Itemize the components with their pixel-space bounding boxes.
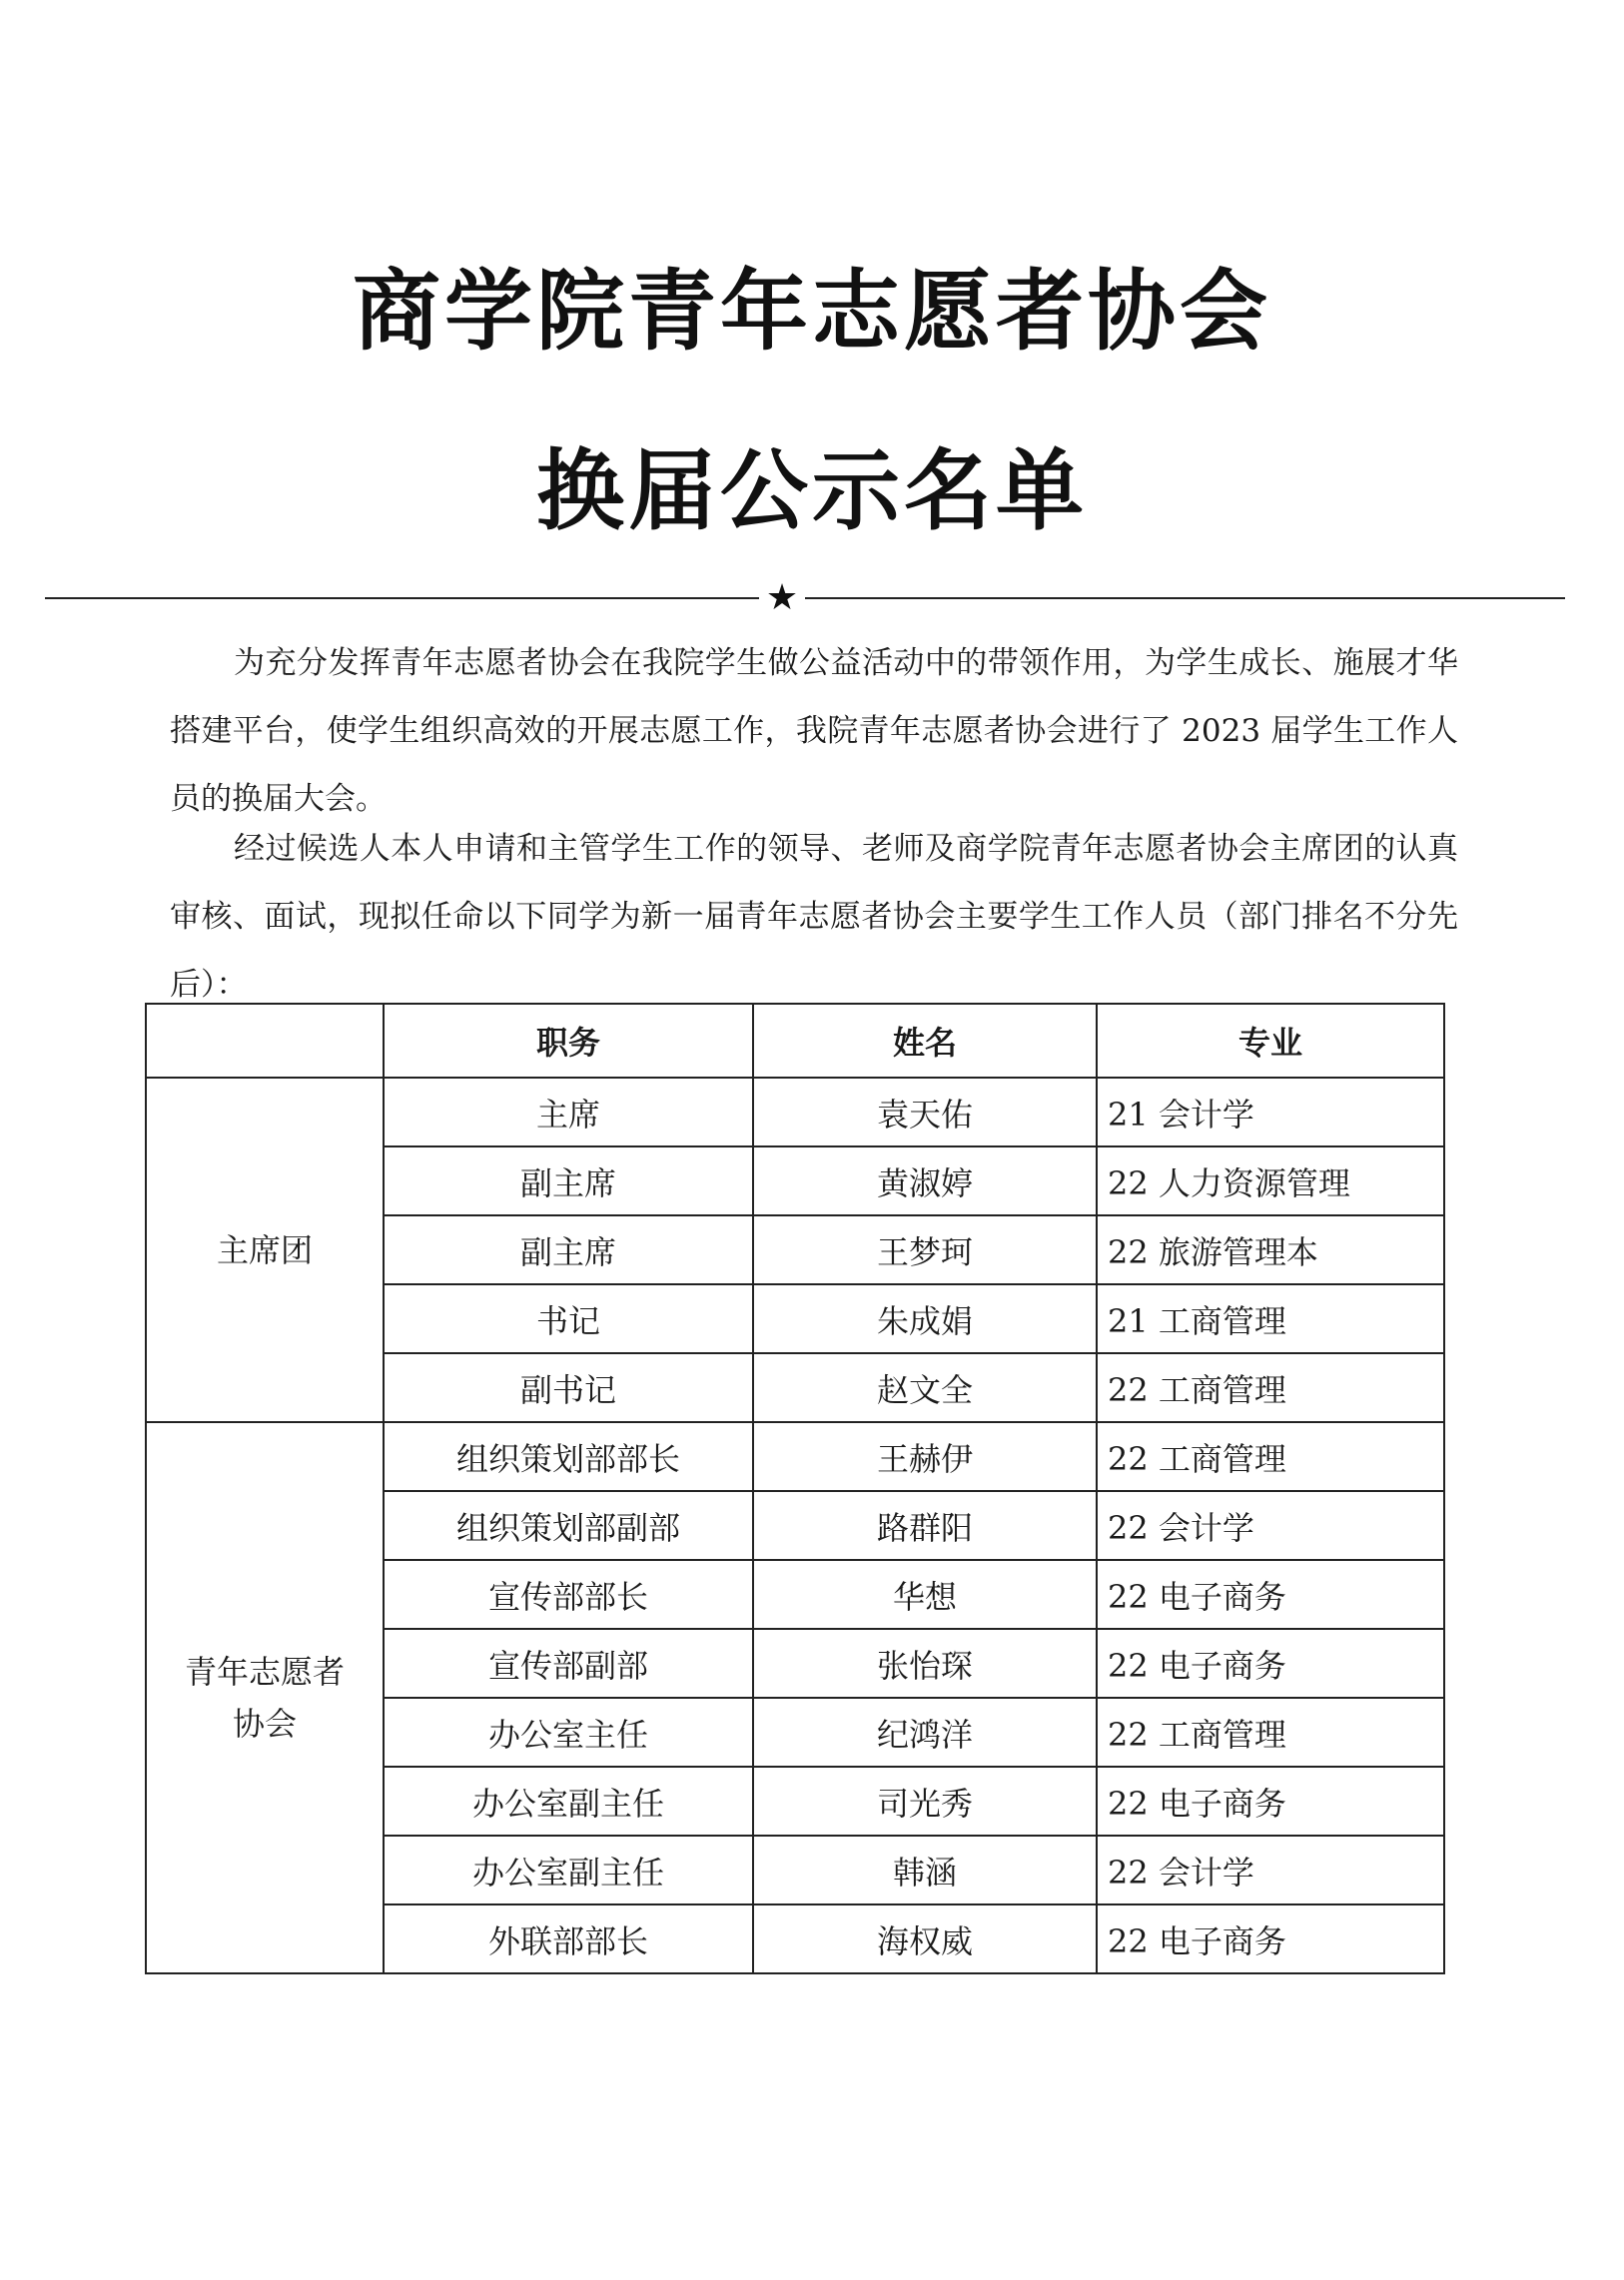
header-role: 职务 [384, 1004, 753, 1078]
name-cell: 司光秀 [753, 1767, 1097, 1836]
group-label-cell [146, 1078, 384, 1422]
name-cell: 纪鸿洋 [753, 1698, 1097, 1767]
role-cell: 办公室主任 [384, 1698, 753, 1767]
name-cell: 黄淑婷 [753, 1146, 1097, 1215]
role-cell: 外联部部长 [384, 1904, 753, 1973]
header-group [146, 1004, 384, 1078]
name-cell: 王赫伊 [753, 1422, 1097, 1491]
role-cell: 主席 [384, 1078, 753, 1146]
major-cell: 22 会计学 [1097, 1491, 1444, 1560]
intro-paragraph-2: 经过候选人本人申请和主管学生工作的领导、老师及商学院青年志愿者协会主席团的认真审核、面试，现拟任命以下同学为新一届青年志愿者协会主要学生工作人员（部门排名不分先后）： [170, 831, 1458, 1003]
major-cell: 22 工商管理 [1097, 1698, 1444, 1767]
role-cell: 宣传部部长 [384, 1560, 753, 1629]
roster-table-body [146, 1078, 1444, 1973]
group-label-cell [146, 1422, 384, 1973]
table-header-row [146, 1004, 1444, 1078]
name-cell: 袁天佑 [753, 1078, 1097, 1146]
document-title-line1: 商学院青年志愿者协会 [352, 260, 1271, 363]
name-cell: 韩涵 [753, 1836, 1097, 1904]
major-cell: 21 工商管理 [1097, 1284, 1444, 1353]
major-cell: 21 会计学 [1097, 1078, 1444, 1146]
major-cell: 22 工商管理 [1097, 1353, 1444, 1422]
star-icon: ★ [759, 575, 805, 621]
name-cell: 路群阳 [753, 1491, 1097, 1560]
group-label-line: 协会 [232, 1705, 297, 1743]
name-cell: 朱成娟 [753, 1284, 1097, 1353]
major-cell: 22 电子商务 [1097, 1904, 1444, 1973]
role-cell: 办公室副主任 [384, 1767, 753, 1836]
role-cell: 组织策划部副部 [384, 1491, 753, 1560]
role-cell: 宣传部副部 [384, 1629, 753, 1698]
group-label-line: 主席团 [216, 1230, 313, 1269]
title-divider [45, 597, 1565, 599]
major-cell: 22 会计学 [1097, 1836, 1444, 1904]
name-cell: 张怡琛 [753, 1629, 1097, 1698]
name-cell: 华想 [753, 1560, 1097, 1629]
role-cell: 组织策划部部长 [384, 1422, 753, 1491]
role-cell: 副书记 [384, 1353, 753, 1422]
name-cell: 赵文全 [753, 1353, 1097, 1422]
group-label-line: 青年志愿者 [184, 1653, 345, 1691]
major-cell: 22 电子商务 [1097, 1560, 1444, 1629]
intro-paragraph-1: 为充分发挥青年志愿者协会在我院学生做公益活动中的带领作用，为学生成长、施展才华搭建平台，使学生组织高效的开展志愿工作，我院青年志愿者协会进行了 2023 届学生工作人员的换届大会。 [170, 645, 1458, 817]
table-row [146, 1078, 1444, 1146]
table-row [146, 1422, 1444, 1491]
name-cell: 海权威 [753, 1904, 1097, 1973]
major-cell: 22 人力资源管理 [1097, 1146, 1444, 1215]
header-name: 姓名 [753, 1004, 1097, 1078]
roster-table [145, 1003, 1445, 1974]
role-cell: 书记 [384, 1284, 753, 1353]
major-cell: 22 旅游管理本 [1097, 1215, 1444, 1284]
major-cell: 22 电子商务 [1097, 1767, 1444, 1836]
role-cell: 副主席 [384, 1146, 753, 1215]
major-cell: 22 电子商务 [1097, 1629, 1444, 1698]
major-cell: 22 工商管理 [1097, 1422, 1444, 1491]
name-cell: 王梦珂 [753, 1215, 1097, 1284]
header-major: 专业 [1097, 1004, 1444, 1078]
role-cell: 副主席 [384, 1215, 753, 1284]
role-cell: 办公室副主任 [384, 1836, 753, 1904]
document-title-line2: 换届公示名单 [535, 439, 1088, 542]
